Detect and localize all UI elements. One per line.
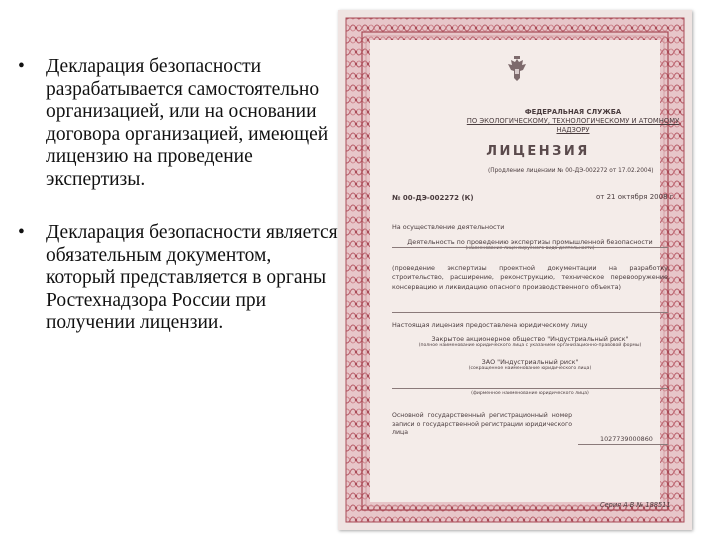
activity-heading: На осуществление деятельности — [392, 223, 505, 231]
grant-heading: Настоящая лицензия предоставлена юридическому лицу — [392, 321, 588, 329]
bullet-item — [14, 222, 344, 335]
bullet-text: Декларация безопасности является обязательным документом, который представляется в органы Ростехнадзора России при получении лицензии. — [46, 222, 338, 333]
russian-eagle-emblem-icon — [506, 56, 528, 84]
agency-line-1: ФЕДЕРАЛЬНАЯ СЛУЖБА — [524, 108, 622, 116]
license-number: № 00-ДЭ-002272 (К) — [392, 194, 474, 202]
org-brand-caption: (фирменное наименование юридического лица) — [471, 391, 589, 396]
divider — [578, 444, 668, 445]
renewal-note: (Продление лицензии № 00-ДЭ-002272 от 17.02.2004) — [488, 168, 654, 174]
activity-value: Деятельность по проведению экспертизы промышленной безопасности — [407, 238, 653, 246]
divider — [392, 312, 668, 313]
license-certificate-image — [338, 10, 692, 530]
organization-short-name — [392, 358, 668, 371]
organization-full-name — [392, 335, 668, 348]
license-title: ЛИЦЕНЗИЯ — [486, 144, 590, 159]
activity-scope: (проведение экспертизы проектной документации на разработку, строительство, расширение, реконструкцию, техническое перевооружение, консервацию и ликвидацию опасного производственного объекта) — [392, 264, 670, 291]
org-short-caption: (сокращенное наименование юридического лица) — [468, 366, 592, 371]
divider — [392, 388, 668, 389]
bullet-dot: • — [18, 222, 25, 243]
divider — [392, 247, 668, 248]
bullet-dot: • — [18, 56, 25, 77]
activity-caption: (наименование лицензируемого вида деятельности) — [465, 246, 595, 251]
agency-line-2: ПО ЭКОЛОГИЧЕСКОМУ, ТЕХНОЛОГИЧЕСКОМУ И АТОМНОМУ НАДЗОРУ — [466, 117, 680, 134]
org-full-caption: (полное наименование юридического лица с указанием организационно-правовой формы) — [418, 343, 642, 348]
bullet-item — [14, 56, 344, 191]
bullet-text: Декларация безопасности разрабатывается самостоятельно организацией, или на основании договора организацией, имеющей лицензию на проведение экспертизы. — [46, 56, 329, 190]
registration-label: Основной государственный регистрационный номер записи о государственной регистрации юридического лица — [392, 412, 572, 437]
bullet-list — [14, 56, 344, 335]
license-date: от 21 октября 2008 г. — [596, 193, 676, 201]
registration-number: 1027739000860 — [600, 435, 653, 443]
series-number: Серия А В № 188511 — [600, 501, 671, 509]
org-full-value: Закрытое акционерное общество "Индустриальный риск" — [431, 335, 629, 343]
activity-description — [392, 238, 668, 251]
org-short-value: ЗАО "Индустриальный риск" — [481, 358, 579, 366]
agency-name — [458, 108, 688, 135]
